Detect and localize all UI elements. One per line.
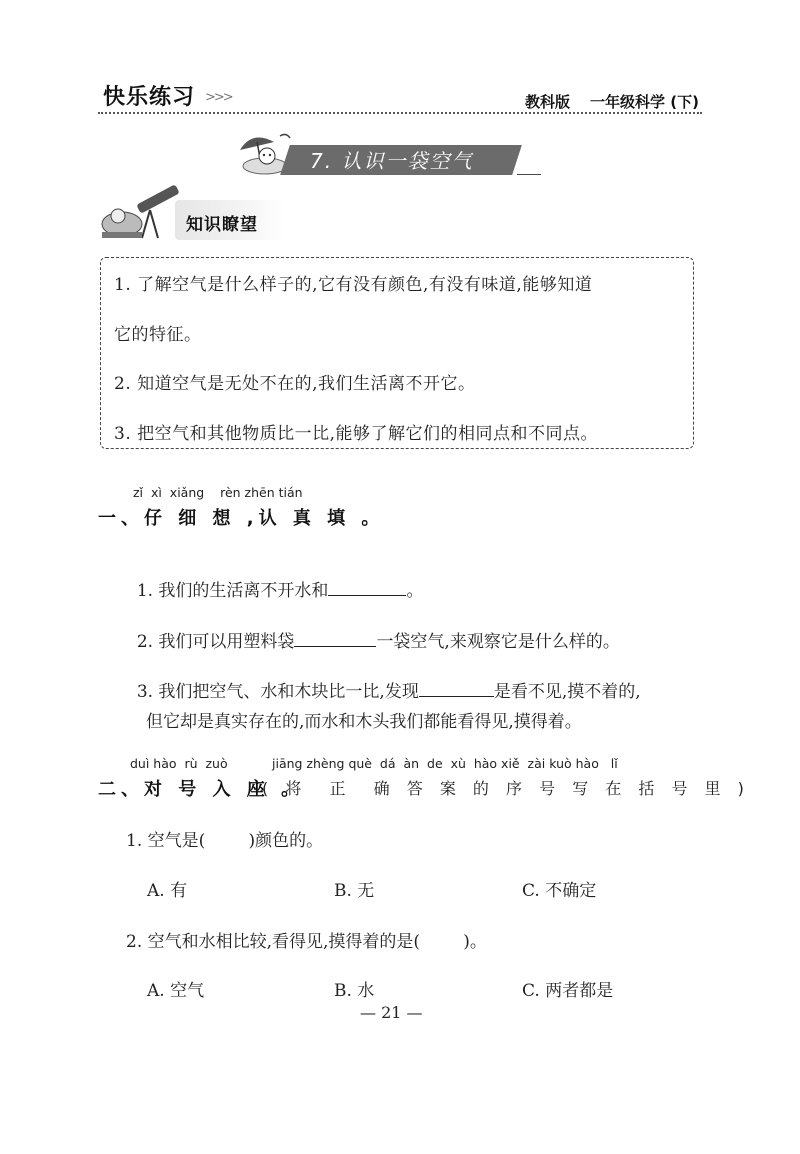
question-text: 。 [406, 581, 424, 601]
section2-instruction: ( 将 正 确 答 案 的 序 号 写 在 括 号 里 ) [262, 779, 750, 798]
option-b[interactable]: B. 水 [334, 981, 375, 1001]
header-divider [98, 112, 702, 114]
page-number: — 21 — [360, 1003, 423, 1022]
knowledge-item: 它的特征。 [114, 325, 202, 345]
fill-question-3-cont: 但它却是真实存在的,而水和木头我们都能看得见,摸得着。 [146, 712, 582, 732]
section2-title: 二、对 号 入 座 。 [98, 779, 305, 800]
option-a[interactable]: A. 空气 [147, 981, 205, 1001]
knowledge-item: 3. 把空气和其他物质比一比,能够了解它们的相同点和不同点。 [114, 424, 599, 444]
section1-title: 一、仔 细 想 ,认 真 填 。 [98, 508, 385, 529]
fill-question-1 [126, 556, 423, 601]
chevron-decoration: >>> [205, 90, 232, 105]
answer-blank[interactable] [328, 579, 406, 596]
edition-label: 教科版 [525, 93, 571, 111]
book-brand: 快乐练习 [103, 85, 196, 110]
lesson-title: 7. 认识一袋空气 [310, 149, 474, 173]
answer-blank[interactable] [294, 630, 376, 647]
answer-blank[interactable] [419, 680, 494, 697]
section1-pinyin: zǐ xì xiǎng rèn zhēn tián [133, 485, 303, 500]
choice-question-2: 2. 空气和水相比较,看得见,摸得着的是( )。 [126, 932, 487, 952]
question-text: 1. 我们的生活离不开水和 [136, 581, 329, 601]
section2-pinyin-right: jiāng zhèng què dá àn de xù hào xiě zài kuò hào lǐ [272, 756, 618, 771]
option-a[interactable]: A. 有 [147, 881, 188, 901]
option-c[interactable]: C. 两者都是 [522, 981, 614, 1001]
question-text: 一袋空气,来观察它是什么样的。 [376, 632, 620, 652]
fill-question-3 [126, 657, 641, 702]
question-text: 2. 我们可以用塑料袋 [136, 632, 295, 652]
banner-underline [517, 174, 541, 175]
question-text: 是看不见,摸不着的, [493, 682, 641, 702]
section2-pinyin-left: duì hào rù zuò [130, 756, 228, 771]
knowledge-item: 2. 知道空气是无处不在的,我们生活离不开它。 [114, 374, 476, 394]
fill-question-2 [126, 607, 620, 652]
choice-question-1: 1. 空气是( )颜色的。 [126, 831, 324, 851]
option-c[interactable]: C. 不确定 [522, 881, 597, 901]
grade-label: 一年级科学 (下) [590, 93, 699, 111]
option-b[interactable]: B. 无 [334, 881, 375, 901]
knowledge-heading: 知识瞭望 [186, 215, 258, 235]
question-text: 3. 我们把空气、水和木块比一比,发现 [136, 682, 419, 702]
knowledge-item: 1. 了解空气是什么样子的,它有没有颜色,有没有味道,能够知道 [114, 275, 593, 295]
